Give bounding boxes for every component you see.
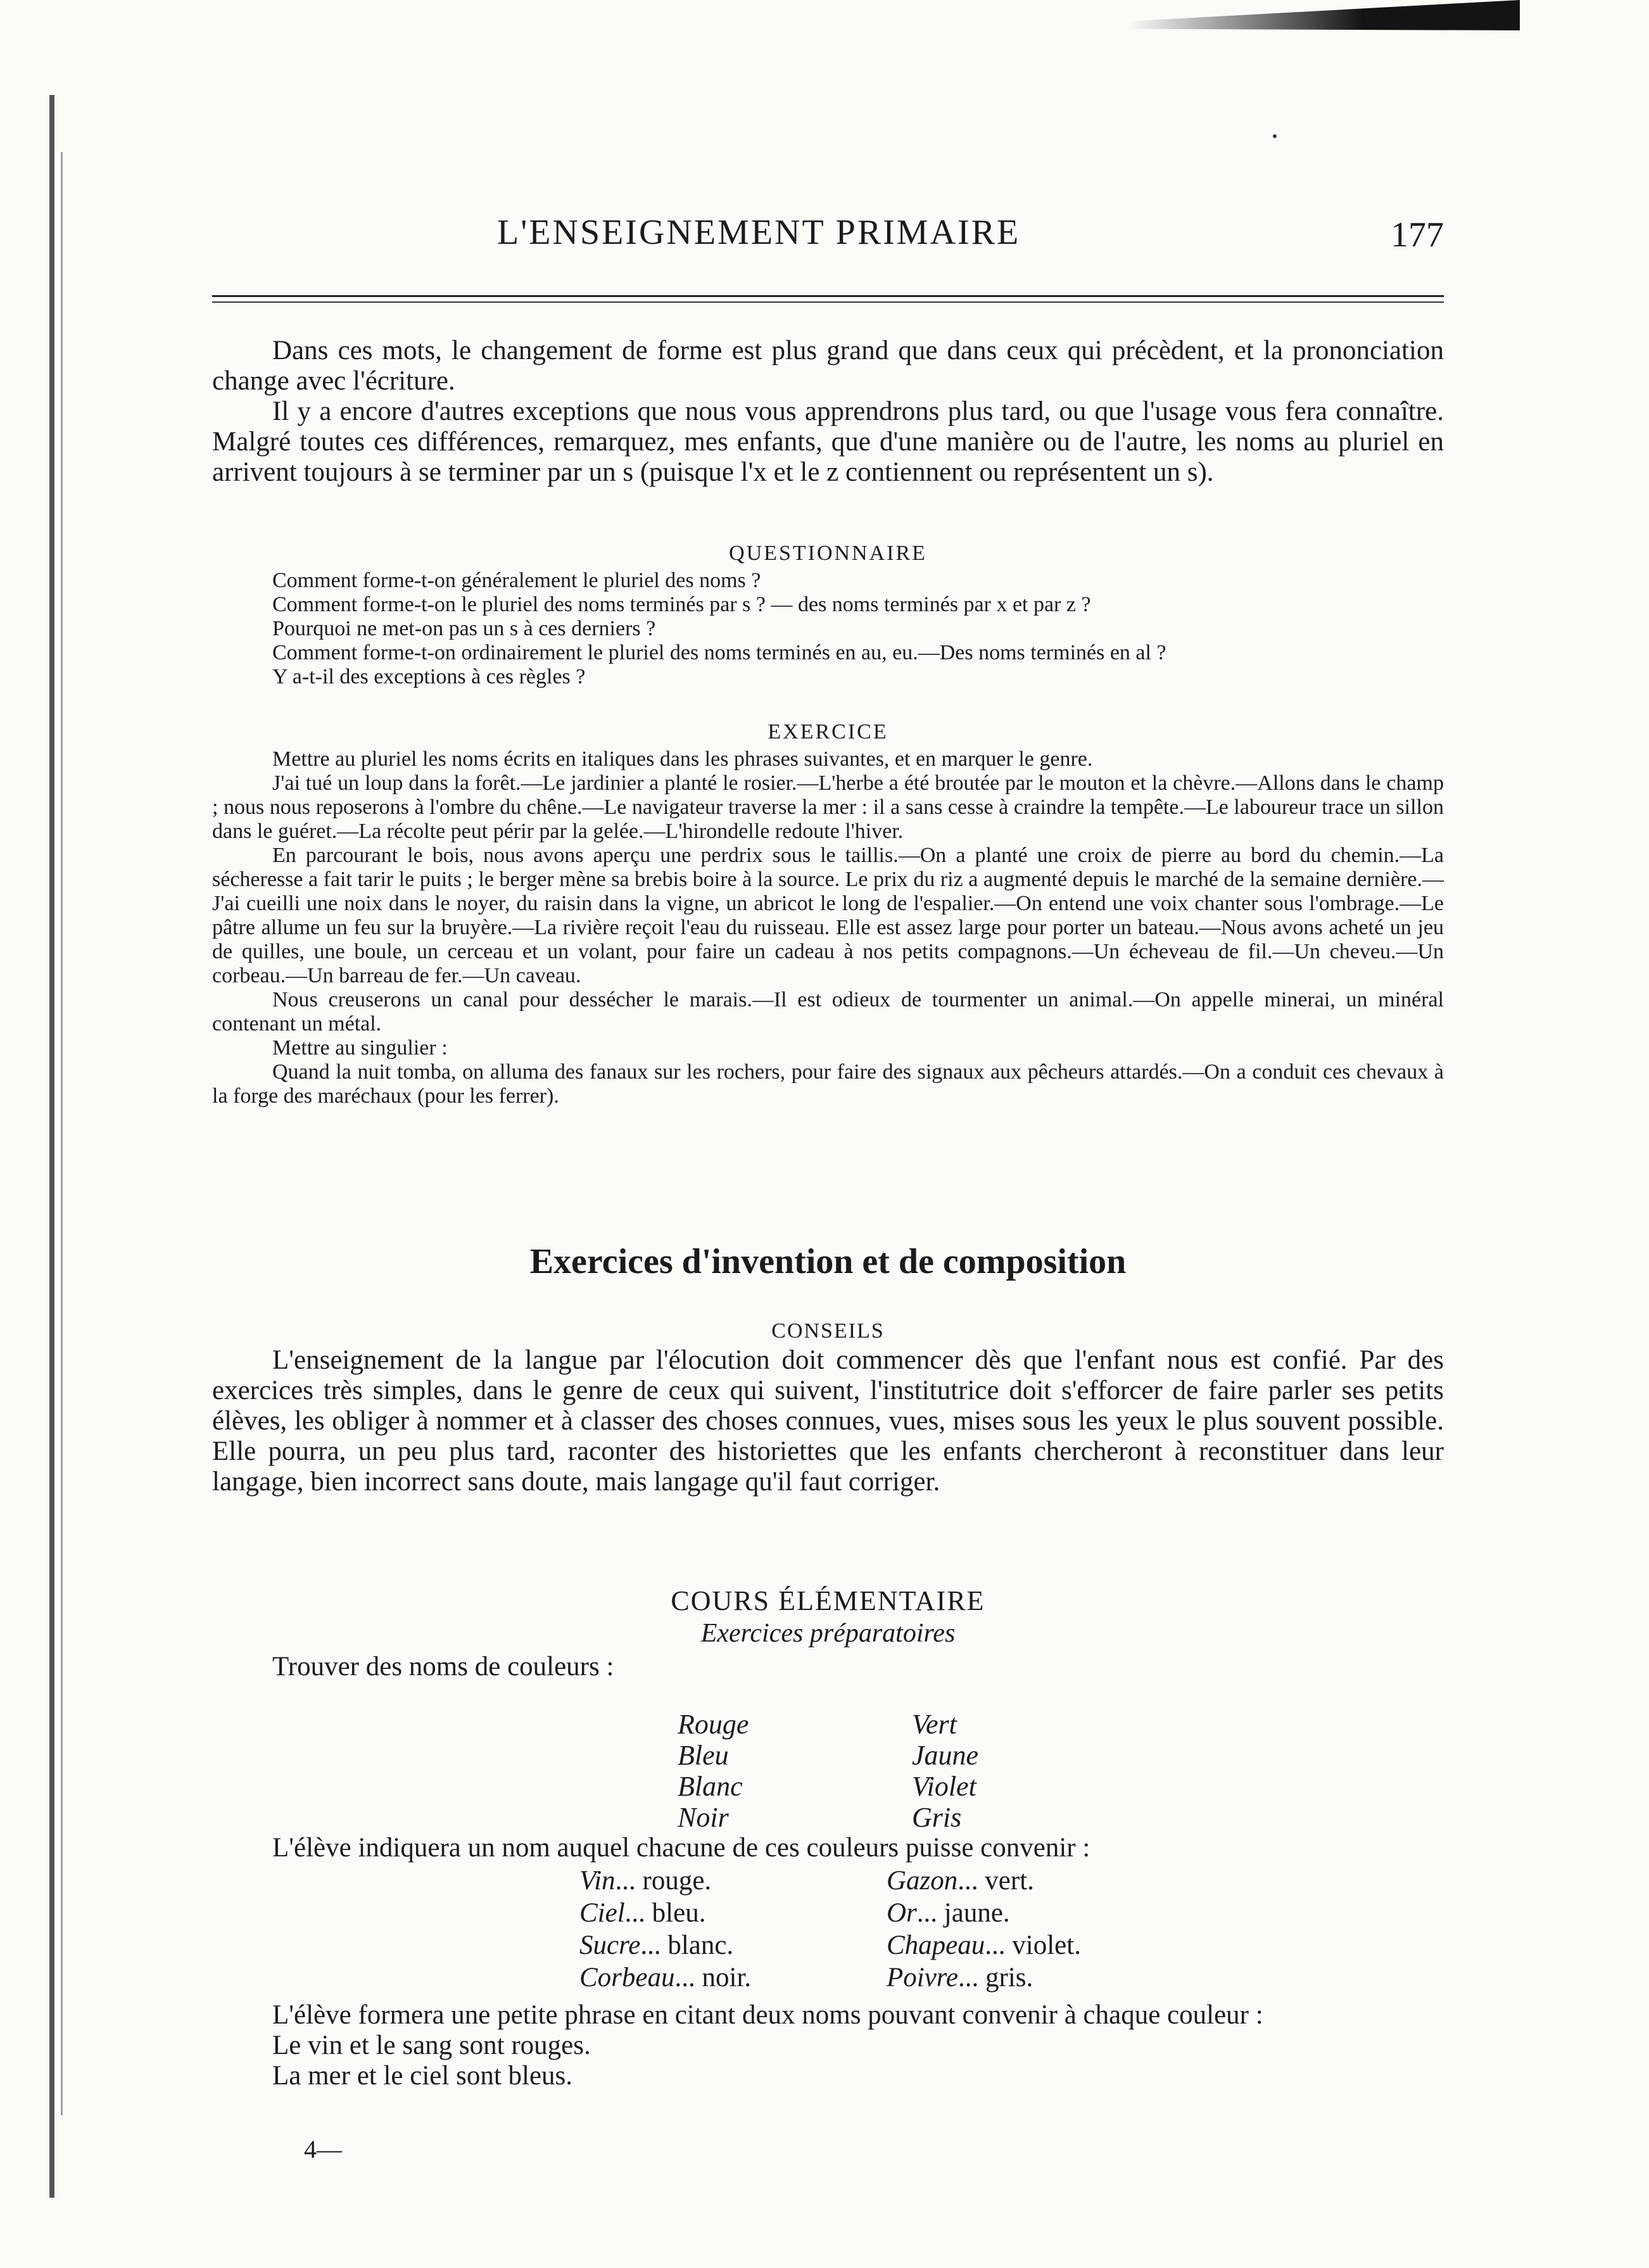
example-sentence: La mer et le ciel sont bleus. xyxy=(272,2061,573,2091)
color-name: Violet xyxy=(912,1771,976,1802)
page-header xyxy=(212,212,1444,263)
questionnaire-item: Y a-t-il des exceptions à ces règles ? xyxy=(272,665,586,688)
colors-prompt: Trouver des noms de couleurs : xyxy=(272,1652,614,1682)
noun: Ciel xyxy=(579,1898,625,1928)
color-word: vert. xyxy=(985,1866,1034,1896)
header-rule-secondary xyxy=(212,301,1444,303)
sentences-section xyxy=(212,2000,1444,2091)
list-item xyxy=(678,1709,1070,1740)
noun: Sucre xyxy=(579,1930,641,1960)
noun: Chapeau xyxy=(887,1930,985,1960)
exercice-paragraph: Mettre au pluriel les noms écrits en italiques dans les phrases suivantes, et en marquer le genre. xyxy=(272,747,1093,771)
exercice-section xyxy=(212,716,1444,1108)
list-item: Ciel... bleu. Or... jaune. xyxy=(579,1898,1010,1928)
exercice-paragraph: Quand la nuit tomba, on alluma des fanaux sur les rochers, pour faire des signaux aux pêcheurs attardés.—On a conduit ces chevaux à la forge des maréchaux (pour les ferrer). xyxy=(212,1060,1444,1108)
noun: Poivre xyxy=(887,1963,959,1992)
list-item xyxy=(678,1802,1070,1833)
color-name: Noir xyxy=(678,1802,729,1833)
questionnaire-item: Pourquoi ne met-on pas un s à ces derniers ? xyxy=(272,617,656,640)
color-word: noir. xyxy=(702,1963,752,1992)
course-heading: COURS ÉLÉMENTAIRE xyxy=(671,1585,985,1616)
running-title: L'ENSEIGNEMENT PRIMAIRE xyxy=(497,213,1021,252)
questionnaire-item: Comment forme-t-on généralement le pluriel des noms ? xyxy=(272,569,761,592)
list-item: Corbeau... noir. Poivre... gris. xyxy=(579,1963,1033,1992)
page-number: 177 xyxy=(1391,215,1444,255)
assoc-list xyxy=(579,1865,1213,1994)
color-name: Bleu xyxy=(678,1740,729,1771)
exercice-heading: EXERCICE xyxy=(768,720,888,744)
questionnaire-item: Comment forme-t-on ordinairement le pluriel des noms terminés en au, eu.—Des noms terminés en al ? xyxy=(272,641,1166,664)
intro-paragraph-1: Dans ces mots, le changement de forme est plus grand que dans ceux qui précèdent, et la prononciation change avec l'écriture. xyxy=(212,336,1444,396)
signature-mark: 4— xyxy=(304,2135,342,2163)
cours-elementaire-section xyxy=(212,1585,1444,1682)
exercice-paragraph: J'ai tué un loup dans la forêt.—Le jardinier a planté le rosier.—L'herbe a été broutée par le mouton et la chèvre.—Allons dans le champ ; nous nous reposerons à l'ombre du chêne.—Le navigateur traverse la mer : il a sans cesse à craindre la tempête.—Le laboureur trace un sillon dans le guéret.—La récolte peut périr par la gelée.—L'hirondelle redoute l'hiver. xyxy=(212,771,1444,843)
course-subheading: Exercices préparatoires xyxy=(700,1619,956,1648)
color-name: Rouge xyxy=(678,1709,749,1740)
top-black-rule xyxy=(1127,0,1520,30)
color-name: Blanc xyxy=(678,1771,743,1802)
color-word: jaune. xyxy=(944,1898,1010,1928)
page-edge-shadow xyxy=(49,95,54,2198)
questionnaire-section xyxy=(212,537,1444,689)
intro-section xyxy=(212,336,1444,488)
ink-speck xyxy=(1273,134,1277,138)
exercice-paragraph: En parcourant le bois, nous avons aperçu une perdrix sous le taillis.—On a planté une croix de pierre au bord du chemin.—La sécheresse a fait tarir le puits ; le berger mène sa brebis boire à la source. Le prix du riz a augmenté depuis le marché de la semaine dernière.—J'ai cueilli une noix dans le noyer, du raisin dans la vigne, un abricot le long de l'espalier.—On entend une voix chanter sous l'ombrage.—Le pâtre allume un feu sur la bruyère.—La rivière reçoit l'eau du ruisseau. Elle est assez large pour porter un bateau.—Nous avons acheté un jeu de quilles, une boule, un cerceau et un volant, pour faire un cadeau à nos petits compagnons.—Un écheveau de fil.—Un cheveu.—Un corbeau.—Un barreau de fer.—Un caveau. xyxy=(212,844,1444,987)
assoc-prompt: L'élève indiquera un nom auquel chacune de ces couleurs puisse convenir : xyxy=(272,1833,1090,1863)
composition-title-block xyxy=(212,1241,1444,1282)
assoc-prompt-block xyxy=(212,1833,1444,1863)
header-rule xyxy=(212,295,1444,297)
color-word: gris. xyxy=(985,1963,1033,1992)
list-item: Vin... rouge. Gazon... vert. xyxy=(579,1866,1034,1896)
section-title: Exercices d'invention et de composition xyxy=(529,1242,1127,1281)
conseils-section xyxy=(212,1317,1444,1497)
color-word: rouge. xyxy=(642,1866,712,1896)
color-name: Jaune xyxy=(912,1740,979,1771)
noun: Gazon xyxy=(887,1866,958,1896)
exercice-paragraph: Mettre au singulier : xyxy=(272,1036,448,1060)
intro-paragraph-2: Il y a encore d'autres exceptions que nous vous apprendrons plus tard, ou que l'usage vous fera connaître. Malgré toutes ces différences, remarquez, mes enfants, que d'une manière ou de l'autre, les noms au pluriel en arrivent toujours à se terminer par un s (puisque l'x et le z contiennent ou représentent un s). xyxy=(212,396,1444,487)
page-edge-shadow-secondary xyxy=(61,152,63,2115)
sentence-prompt: L'élève formera une petite phrase en citant deux noms pouvant convenir à chaque couleur : xyxy=(272,2000,1263,2030)
noun: Or xyxy=(887,1898,917,1928)
list-item xyxy=(678,1771,1070,1802)
conseils-paragraph: L'enseignement de la langue par l'élocution doit commencer dès que l'enfant nous est confié. Par des exercices très simples, dans le genre de ceux qui suivent, l'institutrice doit s'efforcer de faire parler ses petits élèves, les obliger à nommer et à classer des choses connues, vues, mises sous les yeux le plus souvent possible. Elle pourra, un peu plus tard, raconter des historiettes que les enfants chercheront à reconstituer dans leur langage, bien incorrect sans doute, mais langage qu'il faut corriger. xyxy=(212,1345,1444,1497)
questionnaire-item: Comment forme-t-on le pluriel des noms terminés par s ? — des noms terminés par x et par z ? xyxy=(272,593,1091,616)
list-item xyxy=(678,1740,1070,1771)
conseils-heading: CONSEILS xyxy=(771,1319,885,1343)
questionnaire-heading: QUESTIONNAIRE xyxy=(729,542,927,565)
color-word: blanc. xyxy=(667,1930,734,1960)
colors-list xyxy=(678,1709,1070,1833)
list-item: Sucre... blanc. Chapeau... violet. xyxy=(579,1930,1081,1960)
color-name: Gris xyxy=(912,1802,962,1833)
color-word: violet. xyxy=(1012,1930,1081,1960)
color-word: bleu. xyxy=(652,1898,706,1928)
color-name: Vert xyxy=(912,1709,957,1740)
noun: Vin xyxy=(579,1866,616,1896)
noun: Corbeau xyxy=(579,1963,675,1992)
example-sentence: Le vin et le sang sont rouges. xyxy=(272,2030,591,2060)
exercice-paragraph: Nous creuserons un canal pour dessécher le marais.—Il est odieux de tourmenter un animal.—On appelle minerai, un minéral contenant un métal. xyxy=(212,988,1444,1036)
